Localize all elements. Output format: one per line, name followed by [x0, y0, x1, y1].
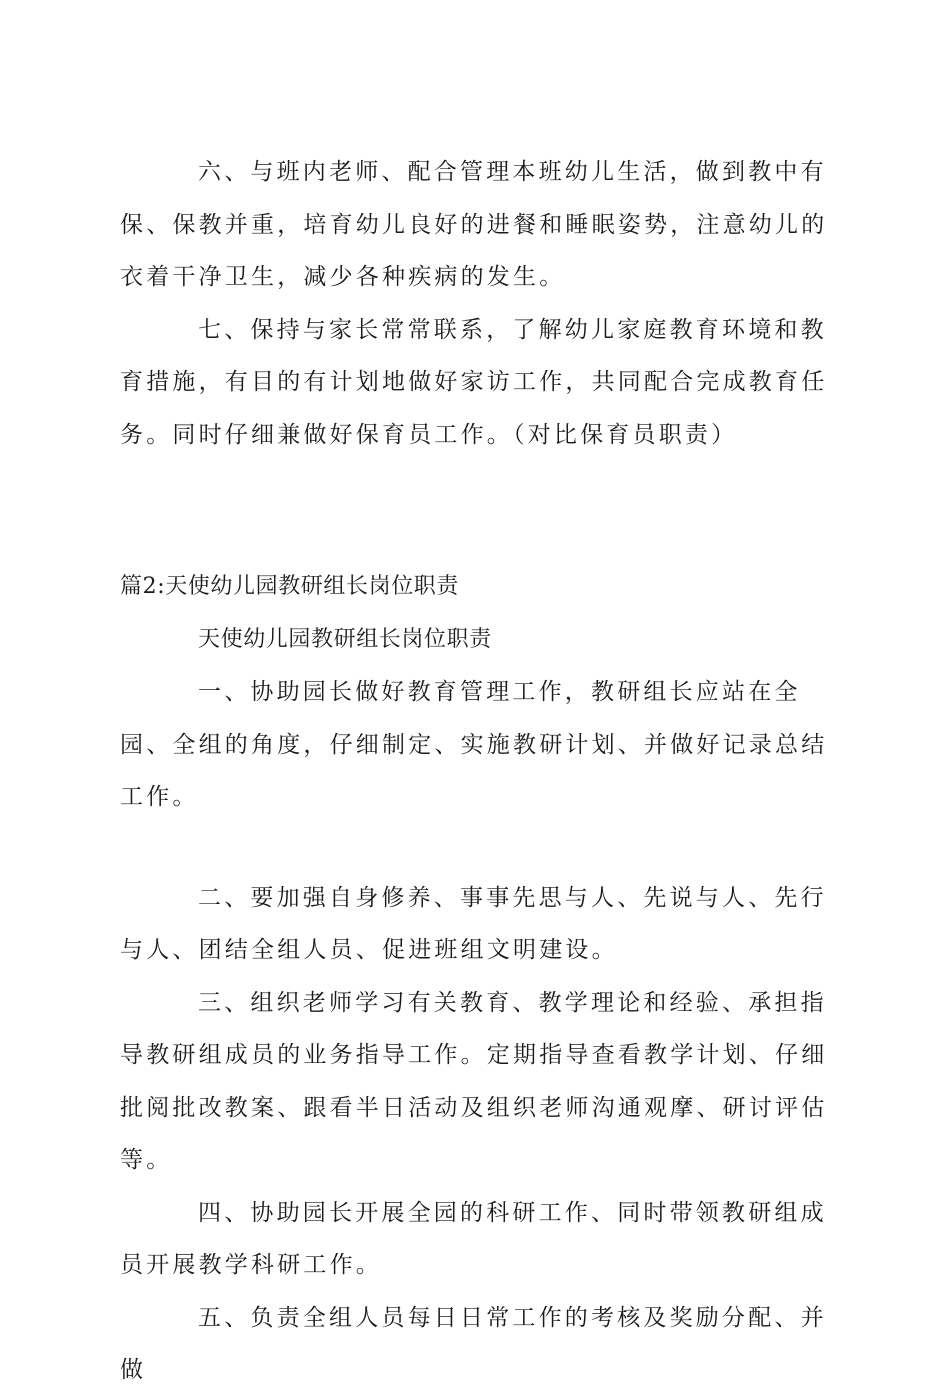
section-subtitle: 天使幼儿园教研组长岗位职责 [198, 626, 492, 652]
section-spacer [120, 461, 845, 561]
paragraph-seven: 七、保持与家长常常联系，了解幼儿家庭教育环境和教育措施，有目的有计划地做好家访工作，共同配合完成教育任务。同时仔细兼做好保育员工作。（对比保育员职责） [120, 316, 828, 448]
paragraph-six: 六、与班内老师、配合管理本班幼儿生活，做到教中有保、保教并重，培育幼儿良好的进餐和睡眠姿势，注意幼儿的衣着干净卫生，减少各种疾病的发生。 [120, 159, 828, 290]
section-heading: 篇2:天使幼儿园教研组长岗位职责 [120, 574, 460, 599]
paragraph-two: 二、要加强自身修养、事事先思与人、先说与人、先行与人、团结全组人员、促进班组文明建设。 [120, 884, 827, 963]
paragraph-three: 三、组织老师学习有关教育、教学理论和经验、承担指导教研组成员的业务指导工作。定期指导查看教学计划、仔细批阅批改教案、跟看半日活动及组织老师沟通观摩、研讨评估等。 [120, 989, 828, 1173]
paragraph-five: 五、负责全组人员每日日常工作的考核及奖励分配、并做 [120, 1304, 827, 1383]
document-body [120, 146, 845, 1397]
paragraph-one: 一、协助园长做好教育管理工作，教研组长应站在全园、全组的角度，仔细制定、实施教研计划、并做好记录总结工作。 [120, 679, 828, 810]
paragraph-spacer [120, 824, 845, 872]
paragraph-four: 四、协助园长开展全园的科研工作、同时带领教研组成员开展教学科研工作。 [120, 1199, 827, 1278]
